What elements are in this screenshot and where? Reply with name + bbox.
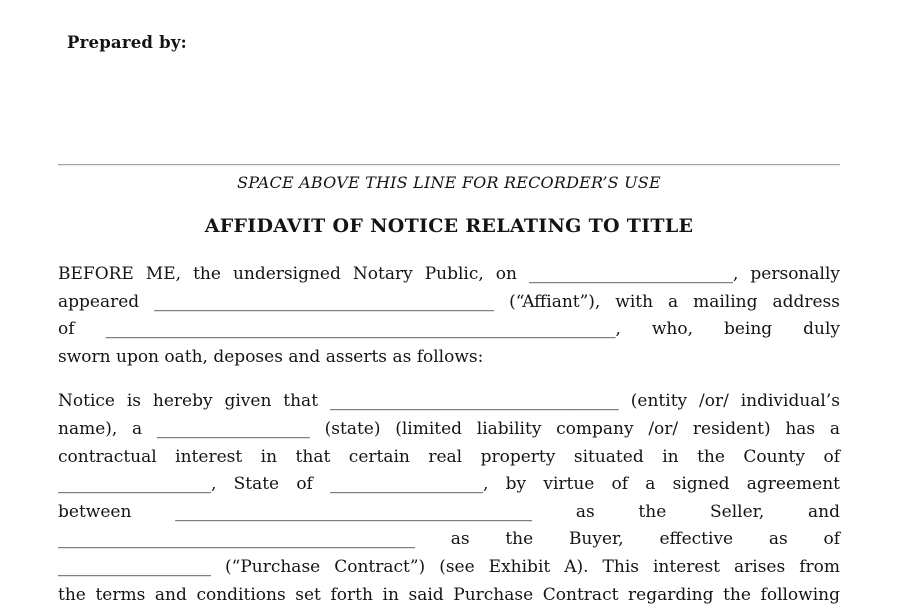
paragraph-line: Notice is hereby given that __________________________________ (entity /or/ individual’s xyxy=(58,391,840,412)
paragraph-notary-acknowledgment xyxy=(58,261,840,371)
paragraph-line: __________________ (“Purchase Contract”) (see Exhibit A). This interest arises from xyxy=(58,556,840,577)
paragraph-line: contractual interest in that certain real property situated in the County of xyxy=(58,446,840,467)
paragraph-line: appeared ________________________________________ (“Affiant”), with a mailing address xyxy=(58,291,840,312)
paragraph-line: __________________, State of __________________, by virtue of a signed agreement xyxy=(58,474,840,495)
paragraph-line: the terms and conditions set forth in said Purchase Contract regarding the following xyxy=(58,584,840,605)
paragraph-line: name), a __________________ (state) (limited liability company /or/ resident) has a xyxy=(58,418,840,439)
paragraph-line: __________________________________________ as the Buyer, effective as of xyxy=(58,529,840,550)
recorder-use-notice: SPACE ABOVE THIS LINE FOR RECORDER’S USE xyxy=(237,173,661,192)
recorder-separator-line xyxy=(58,164,840,166)
prepared-by-label: Prepared by: xyxy=(67,33,187,52)
paragraph-line: of ____________________________________________________________, who, being duly xyxy=(58,319,840,340)
paragraph-line: sworn upon oath, deposes and asserts as follows: xyxy=(58,346,484,367)
paragraph-line: BEFORE ME, the undersigned Notary Public, on ________________________, personally xyxy=(58,264,840,284)
document-title: AFFIDAVIT OF NOTICE RELATING TO TITLE xyxy=(204,215,694,237)
paragraph-line: between __________________________________________ as the Seller, and xyxy=(58,501,840,522)
paragraph-notice-of-interest xyxy=(58,388,840,609)
